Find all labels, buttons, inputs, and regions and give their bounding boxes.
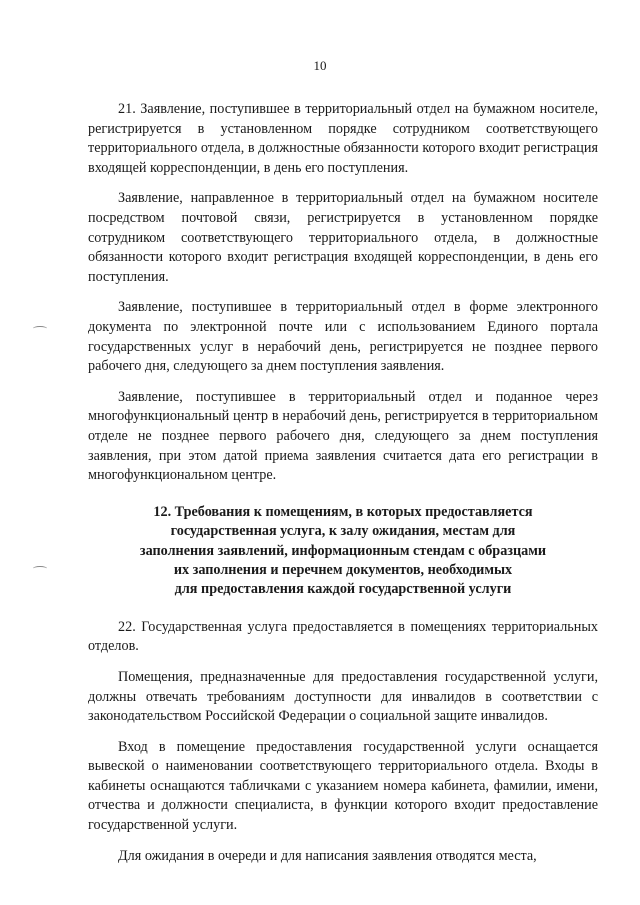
section-heading-line: заполнения заявлений, информационным стендам с образцами — [139, 542, 547, 559]
paragraph: Помещения, предназначенные для предоставления государственной услуги, должны отвечать требованиям доступности для инвалидов в соответствии с законодательством Российской Федерации о социальной защите инвалидов. — [88, 668, 598, 725]
document-body — [88, 100, 598, 877]
paragraph: 22. Государственная услуга предоставляется в помещениях территориальных отделов. — [88, 618, 598, 655]
margin-mark — [33, 326, 47, 331]
paragraph: 21. Заявление, поступившее в территориальный отдел на бумажном носителе, регистрируется в установленном порядке сотрудником соответствующего территориального отдела, в должностные обязанности которого входит регистрация входящей корреспонденции, в день его поступления. — [88, 101, 598, 176]
section-heading-line: государственная услуга, к залу ожидания, местам для — [170, 523, 516, 540]
section-heading-line: их заполнения и перечнем документов, необходимых — [173, 561, 513, 578]
page-number: 10 — [313, 58, 327, 73]
paragraph: Вход в помещение предоставления государственной услуги оснащается вывеской о наименовании соответствующего территориального отдела. Входы в кабинеты оснащаются табличками с указанием номера кабинета, фамилии, имени, отчества и должности специалиста, в функции которого входит предоставление государственной услуги. — [88, 738, 598, 834]
section-heading-line: 12. Требования к помещениям, в которых предоставляется — [153, 503, 533, 520]
margin-mark — [33, 566, 47, 571]
section-heading — [88, 503, 598, 600]
paragraph: Для ожидания в очереди и для написания заявления отводятся места, — [118, 847, 537, 864]
paragraph: Заявление, поступившее в территориальный отдел и поданное через многофункциональный центр в нерабочий день, регистрируется в территориальном отделе не позднее первого рабочего дня, следующего за днем поступления заявления, при этом датой приема заявления считается дата его регистрации в многофункциональном центре. — [88, 388, 598, 484]
paragraph: Заявление, направленное в территориальный отдел на бумажном носителе посредством почтовой связи, регистрируется в установленном порядке сотрудником соответствующего территориального отдела, в должностные обязанности которого входит регистрация входящей корреспонденции, в день его поступления. — [88, 190, 598, 285]
section-heading-line: для предоставления каждой государственной услуги — [174, 581, 512, 598]
paragraph: Заявление, поступившее в территориальный отдел в форме электронного документа по электронной почте или с использованием Единого портала государственных услуг в нерабочий день, регистрируется не позднее первого рабочего дня, следующего за днем поступления заявления. — [88, 299, 598, 375]
